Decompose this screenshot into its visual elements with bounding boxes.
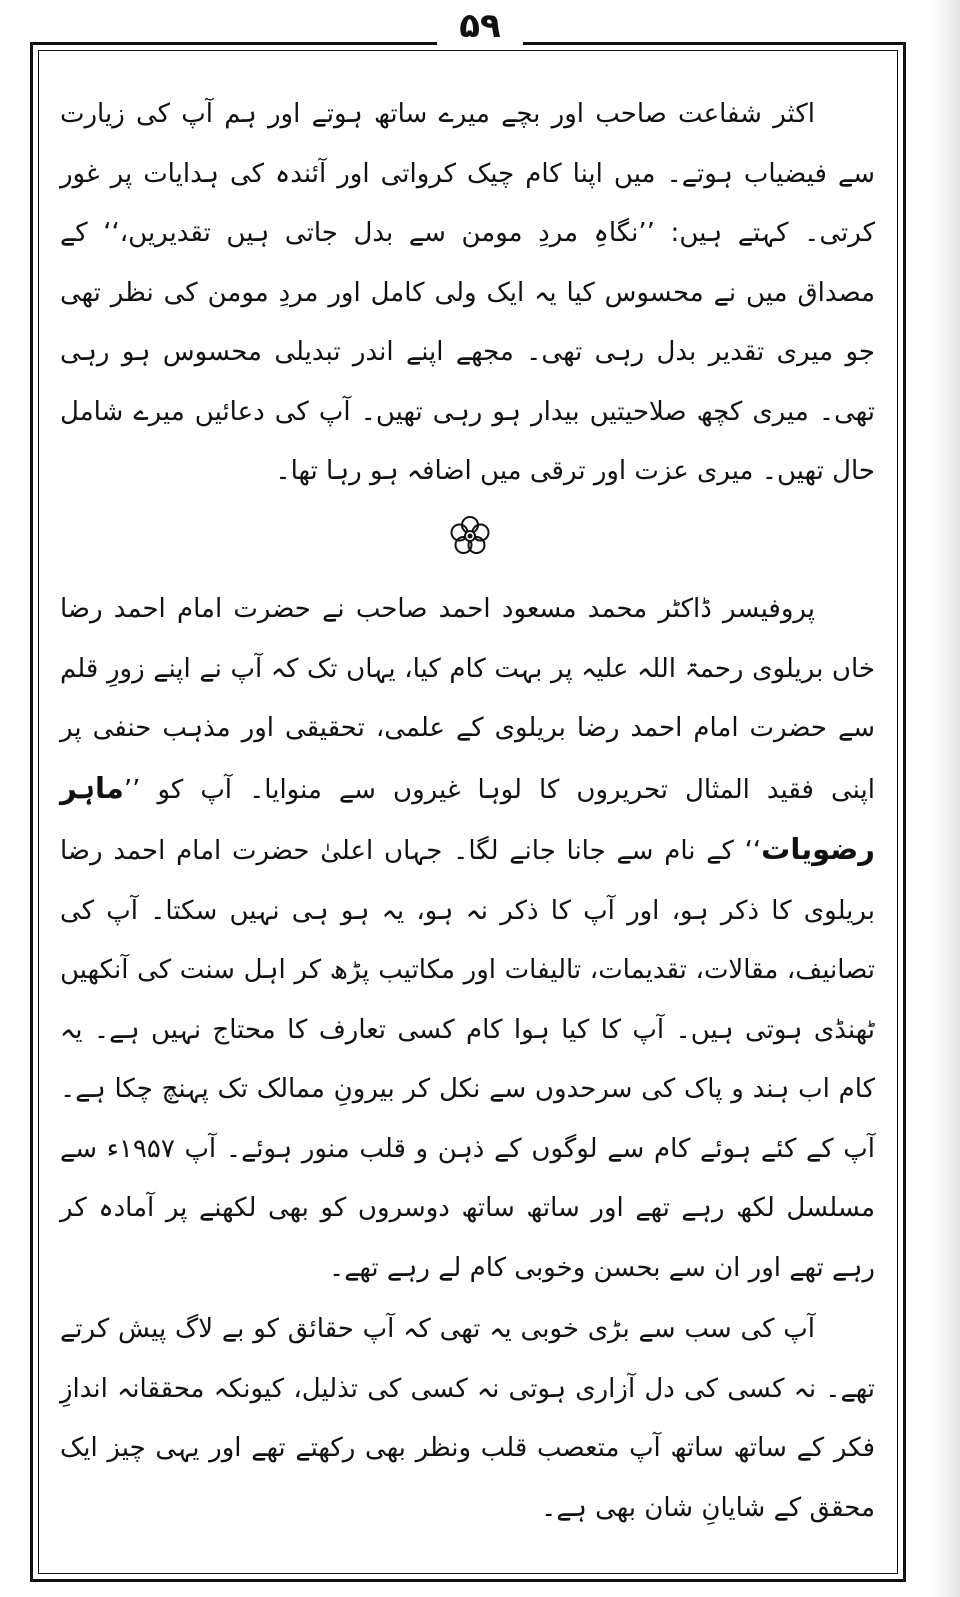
page-number — [0, 6, 960, 46]
paragraph-text: اکثر شفاعت صاحب اور بچے میرے ساتھ ہوتے اور ہم آپ کی زیارت سے فیضیاب ہوتے۔ میں اپنا کام چیک کرواتی اور آئندہ کی ہدایات پر غور کرتی۔ کہتے ہیں: ’’نگاہِ مردِ مومن سے بدل جاتی ہیں تقدیریں،‘‘ کے مصداق میں نے محسوس کیا یہ ایک ولی کامل اور مردِ مومن کی نظر تھی جو میری تقدیر بدل رہی تھی۔ مجھے اپنے اندر تبدیلی محسوس ہو رہی تھی۔ میری کچھ صلاحیتیں بیدار ہو رہی تھیں۔ آپ کی دعائیں میرے شامل حال تھیں۔ میری عزت اور ترقی میں اضافہ ہو رہا تھا۔ — [60, 99, 875, 486]
paragraph-part-2: ‘‘ کے نام سے جانا جانے لگا۔ جہاں اعلیٰ حضرت امام احمد رضا بریلوی کا ذکر ہو، اور آپ کا ذکر نہ ہو، یہ ہو ہی نہیں سکتا۔ آپ کی تصانیف، مقالات، تقدیمات، تالیفات اور مکاتیب پڑھ کر اہل سنت کی آنکھیں ٹھنڈی ہوتی ہیں۔ آپ کا کیا ہوا کام کسی تعارف کا محتاج نہیں ہے۔ یہ کام اب ہند و پاک کی سرحدوں سے نکل کر بیرونِ ممالک تک پہنچ چکا ہے۔ آپ کے کئے ہوئے کام سے لوگوں کے ذہن و قلب منور ہوئے۔ آپ ۱۹۵۷ء سے مسلسل لکھ رہے تھے اور ساتھ ساتھ دوسروں کو بھی لکھنے پر آمادہ کر رہے تھے اور ان سے بحسن وخوبی کام لے رہے تھے۔ — [60, 836, 875, 1283]
scan-edge-shadow — [932, 0, 960, 1597]
paragraph-ziyarat — [60, 85, 875, 502]
flower-ornament-icon — [447, 513, 493, 559]
paragraph-text — [60, 580, 875, 1298]
paragraph-text: آپ کی سب سے بڑی خوبی یہ تھی کہ آپ حقائق کو بے لاگ پیش کرتے تھے۔ نہ کسی کی دل آزاری ہوتی نہ کسی کی تذلیل، کیونکہ محققانہ اندازِ فکر کے ساتھ ساتھ آپ متعصب قلب ونظر بھی رکھتے تھے اور یہی چیز ایک محقق کے شایانِ شان بھی ہے۔ — [60, 1314, 875, 1523]
paragraph-professor — [60, 580, 875, 1298]
page-number-text: ۵۹ — [437, 6, 523, 46]
title-phrase-maahir-razviyat: ماہر رضویات — [60, 770, 875, 866]
paragraph-part-1: پروفیسر ڈاکٹر محمد مسعود احمد صاحب نے حضرت امام احمد رضا خاں بریلوی رحمۃ اللہ علیہ پر بہت کام کیا، یہاں تک کہ آپ نے اپنے زورِ قلم سے حضرت امام احمد رضا بریلوی کے علمی، تحقیقی اور مذہب حنفی پر اپنی فقید المثال تحریروں کا لوہا غیروں سے منوایا۔ آپ کو ’’ — [60, 594, 875, 805]
paragraph-khoobi — [60, 1300, 875, 1538]
